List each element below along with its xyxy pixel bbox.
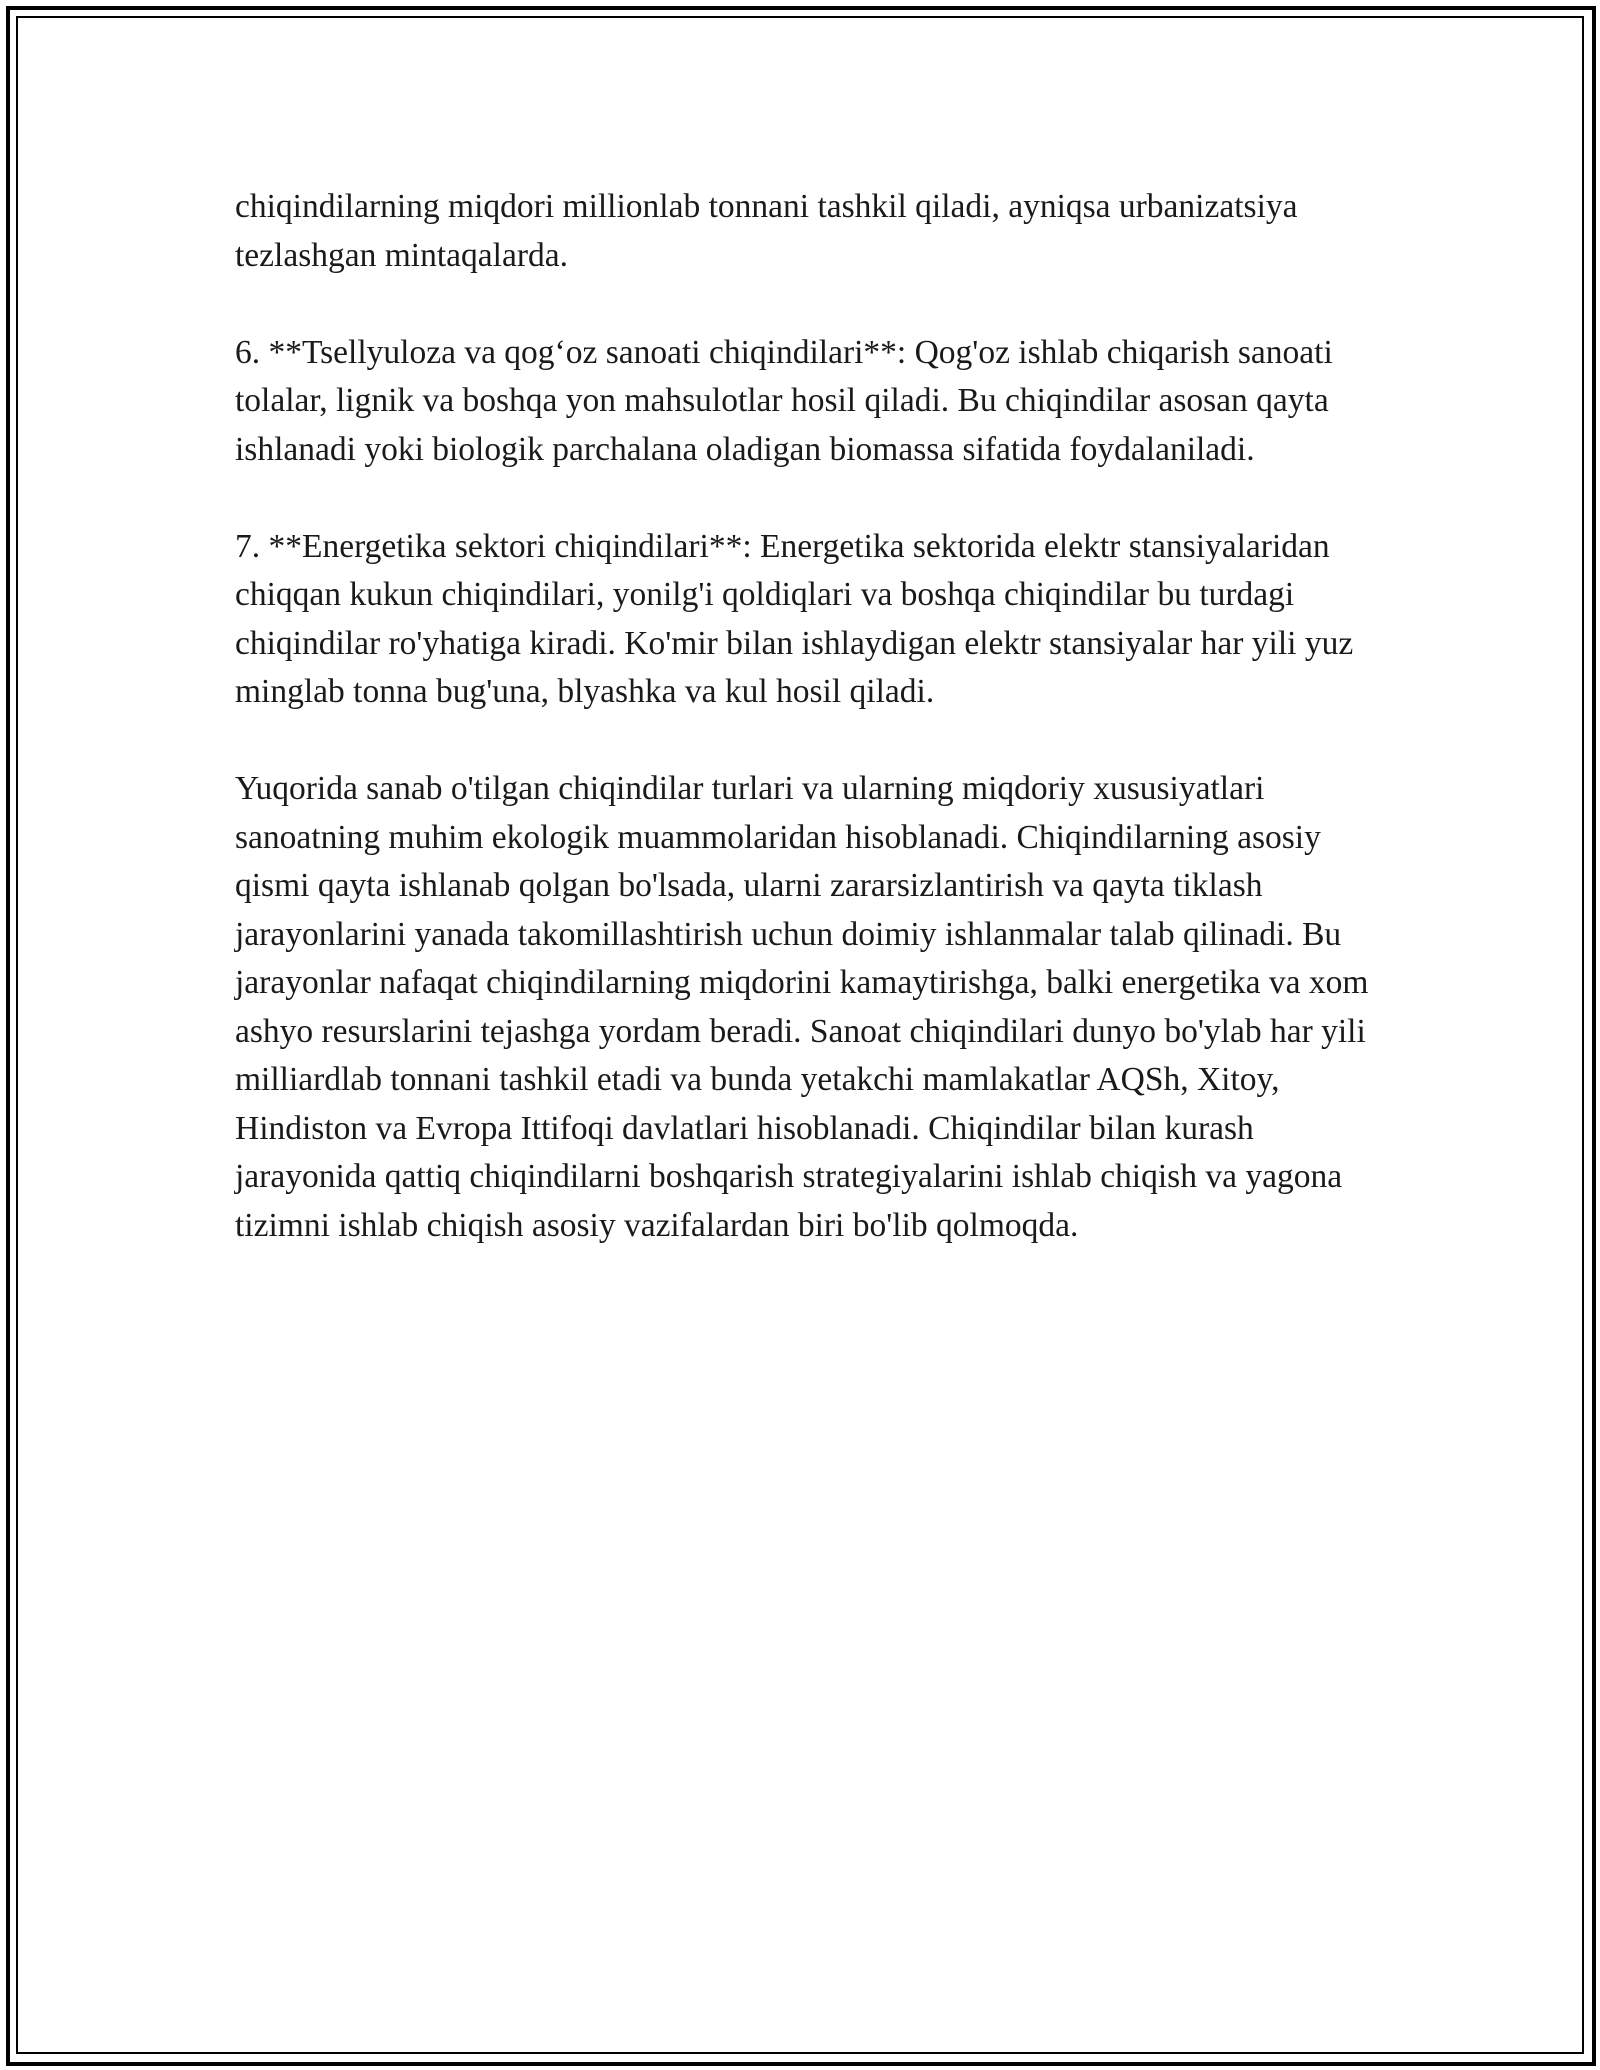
paragraph-summary: Yuqorida sanab o'tilgan chiqindilar turlari va ularning miqdoriy xususiyatlari sanoatning muhim ekologik muammolaridan hisoblanadi. Chiqindilarning asosiy qismi qayta ishlanab qolgan bo'lsada, ularni zararsizlantirish va qayta tiklash jarayonlarini yanada takomillashtirish uchun doimiy ishlanmalar talab qilinadi. Bu jarayonlar nafaqat chiqindilarning miqdorini kamaytirishga, balki energetika va xom ashyo resurslarini tejashga yordam beradi. Sanoat chiqindilari dunyo bo'ylab har yili milliardlab tonnani tashkil etadi va bunda yetakchi mamlakatlar AQSh, Xitoy, Hindiston va Evropa Ittifoqi davlatlari hisoblanadi. Chiqindilar bilan kurash jarayonida qattiq chiqindilarni boshqarish strategiyalarini ishlab chiqish va yagona tizimni ishlab chiqish asosiy vazifalardan biri bo'lib qolmoqda.	[235, 770, 1369, 1244]
document-body	[235, 183, 1385, 1250]
paragraph-pulp-paper-waste: 6. **Tsellyuloza va qog‘oz sanoati chiqindilari**: Qog'oz ishlab chiqarish sanoati tolalar, lignik va boshqa yon mahsulotlar hosil qiladi. Bu chiqindilar asosan qayta ishlanadi yoki biologik parchalana oladigan biomassa sifatida foydalaniladi.	[235, 333, 1333, 468]
paragraph-waste-quantity-continuation: chiqindilarning miqdori millionlab tonnani tashkil qiladi, ayniqsa urbanizatsiya tezlashgan mintaqalarda.	[235, 188, 1298, 274]
paragraph-energy-sector-waste: 7. **Energetika sektori chiqindilari**: Energetika sektorida elektr stansiyalaridan chiqqan kukun chiqindilari, yonilg'i qoldiqlari va boshqa chiqindilar bu turdagi chiqindilar ro'yhatiga kiradi. Ko'mir bilan ishlaydigan elektr stansiyalar har yili yuz minglab tonna bug'una, blyashka va kul hosil qiladi.	[235, 527, 1354, 710]
